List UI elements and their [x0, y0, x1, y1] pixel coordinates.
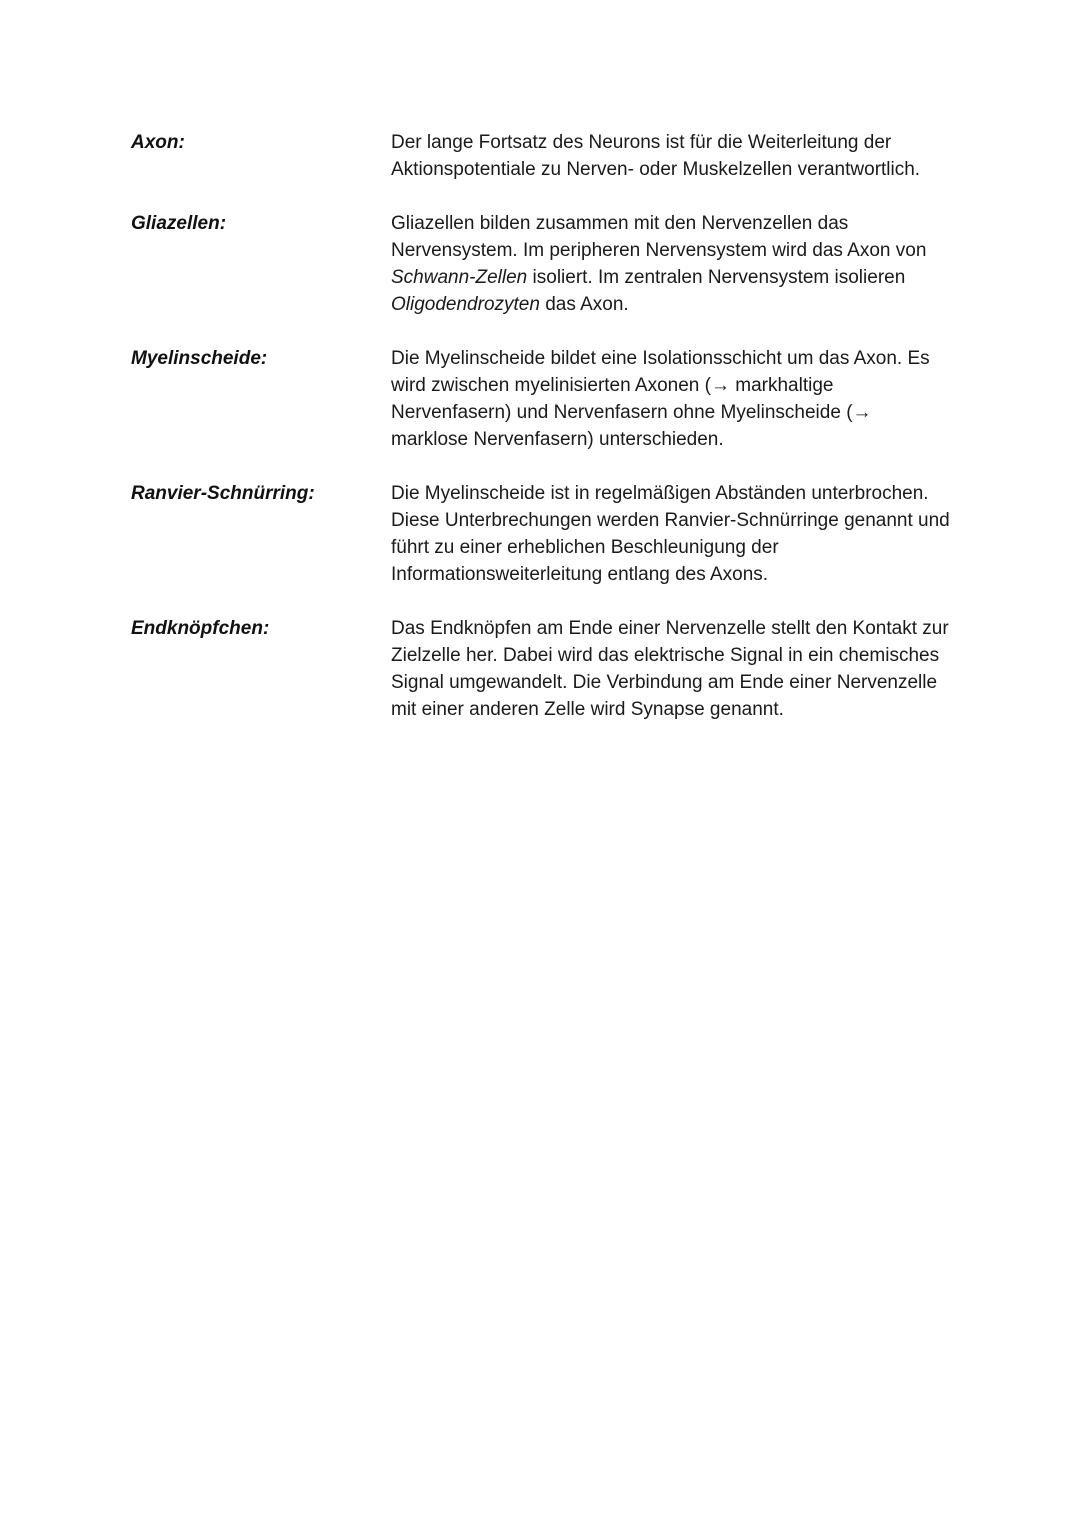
term-gliazellen: Gliazellen:: [131, 213, 227, 234]
definition-text: Die Myelinscheide ist in regelmäßigen Abständen unterbrochen. Diese Unterbrechungen werden Ranvier-Schnürringe genannt und führt zu einer erheblichen Beschleunigung der Informationsweiterleitung entlang des Axons.: [391, 483, 950, 585]
definition-text: Der lange Fortsatz des Neurons ist für die Weiterleitung der Aktionspotentiale zu Nerven- oder Muskelzellen verantwortlich.: [391, 132, 921, 180]
glossary-list: [131, 129, 951, 750]
term-myelinscheide: Myelinscheide:: [131, 348, 268, 369]
glossary-entry-endknoepfchen: [131, 615, 951, 723]
definition-endknoepfchen: [391, 615, 951, 723]
term-ranvier-schnuerring: Ranvier-Schnürring:: [131, 483, 315, 504]
glossary-entry-gliazellen: [131, 210, 951, 318]
glossary-entry-axon: [131, 129, 951, 183]
glossary-entry-ranvier-schnuerring: [131, 480, 951, 588]
glossary-entry-myelinscheide: [131, 345, 951, 453]
definition-italic-term: Oligodendrozyten: [391, 294, 540, 315]
definition-text: isoliert. Im zentralen Nervensystem isolieren: [527, 267, 906, 288]
definition-axon: [391, 129, 951, 183]
definition-italic-term: Schwann-Zellen: [391, 267, 528, 288]
definition-text: Das Endknöpfen am Ende einer Nervenzelle stellt den Kontakt zur Zielzelle her. Dabei wird das elektrische Signal in ein chemisches Signal umgewandelt. Die Verbindung am Ende einer Nervenzelle mit einer anderen Zelle wird Synapse genannt.: [391, 618, 949, 720]
term-endknoepfchen: Endknöpfchen:: [131, 618, 270, 639]
definition-text: Gliazellen bilden zusammen mit den Nervenzellen das Nervensystem. Im peripheren Nervensystem wird das Axon von: [391, 213, 927, 261]
definition-gliazellen: [391, 210, 951, 318]
definition-text: Die Myelinscheide bildet eine Isolationsschicht um das Axon. Es wird zwischen myelinisierten Axonen (→ markhaltige Nervenfasern) und Nervenfasern ohne Myelinscheide (→ marklose Nervenfasern) unterschieden.: [391, 348, 930, 450]
term-axon: Axon:: [131, 132, 185, 153]
definition-ranvier-schnuerring: [391, 480, 951, 588]
definition-myelinscheide: [391, 345, 951, 453]
definition-text: das Axon.: [539, 294, 629, 315]
